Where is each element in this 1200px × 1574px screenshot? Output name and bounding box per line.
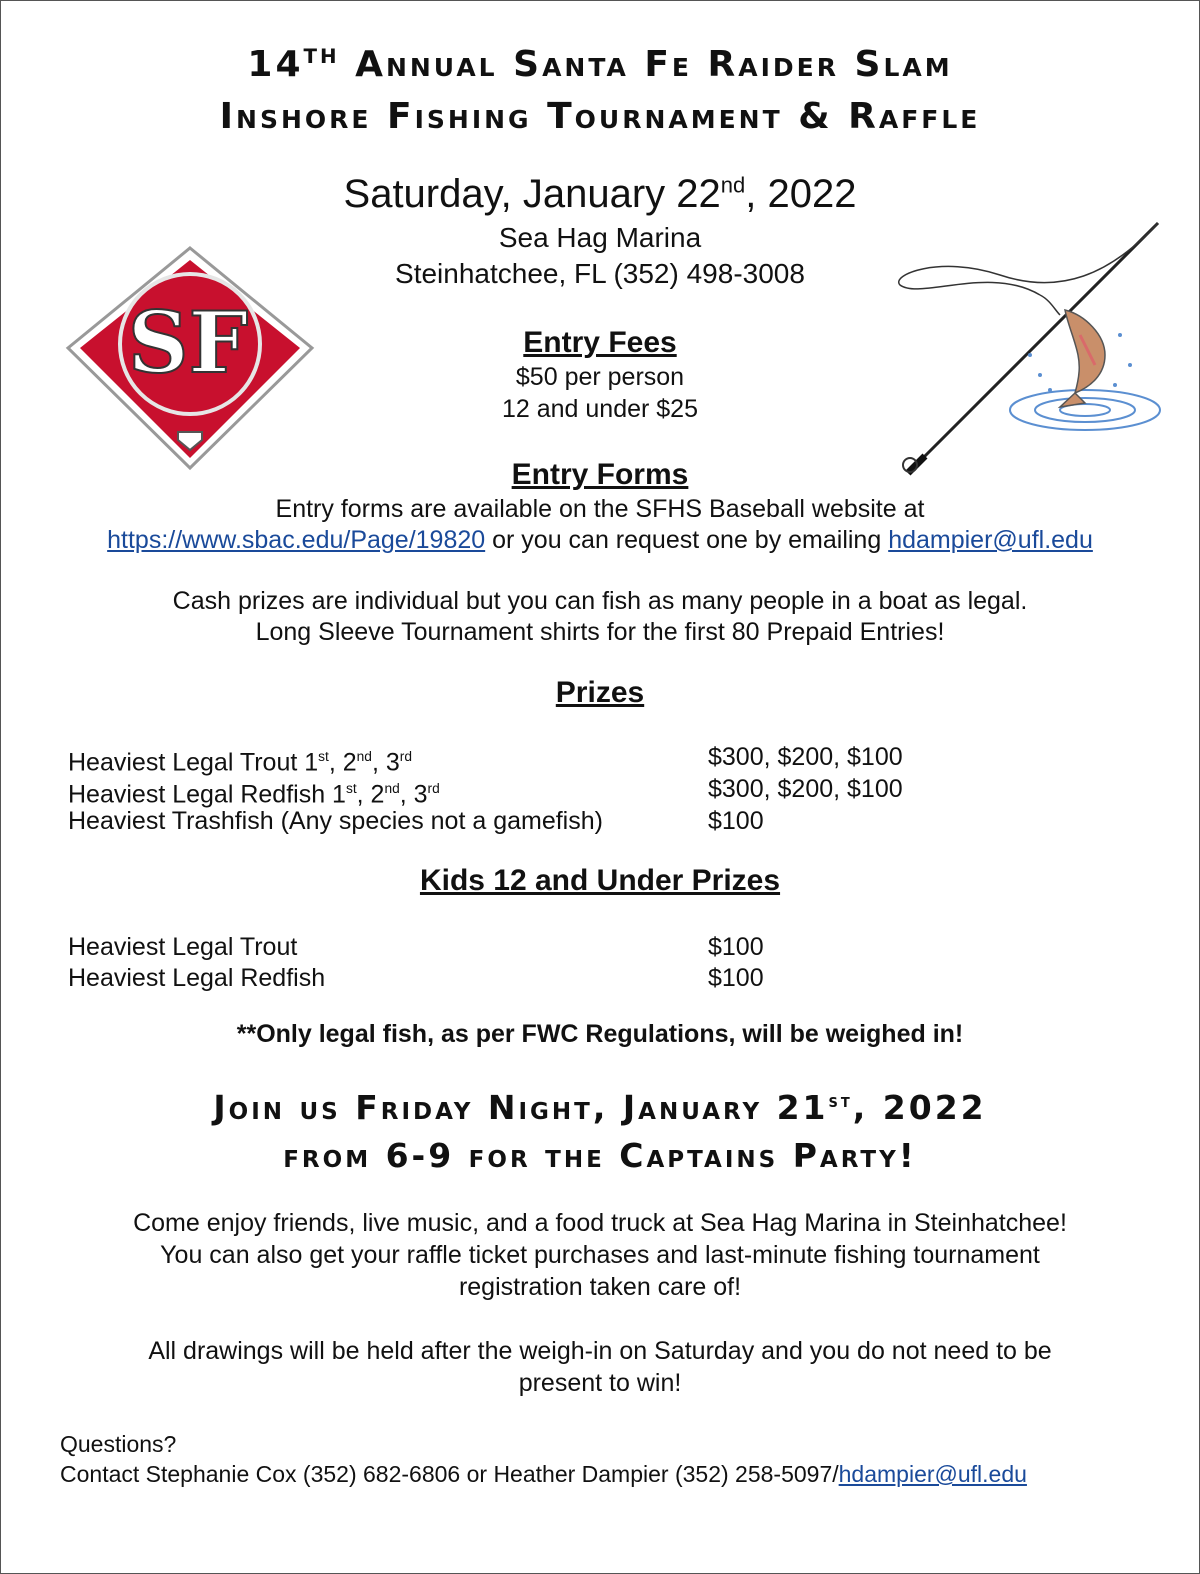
cash-prizes-note: Cash prizes are individual but you can fish as many people in a boat as legal. — [172, 587, 1028, 615]
entry-forms-heading: Entry Forms — [511, 458, 689, 491]
drawings-note-1: All drawings will be held after the weigh-in on Saturday and you do not need to be — [148, 1337, 1052, 1365]
kids-prize-label: Heaviest Legal Redfish — [68, 964, 326, 992]
prize-row-value: $300, $200, $100 — [708, 775, 903, 803]
title-line-2: Inshore Fishing Tournament & Raffle — [219, 96, 981, 137]
logo-letters: SF — [127, 293, 249, 392]
party-desc-1: Come enjoy friends, live music, and a food truck at Sea Hag Marina in Steinhatchee! — [133, 1209, 1067, 1237]
entry-fee-kids: 12 and under $25 — [501, 395, 698, 423]
entry-forms-url-link[interactable]: https://www.sbac.edu/Page/19820 — [107, 526, 486, 554]
event-date: Saturday, January 22nd, 2022 — [343, 172, 857, 216]
prize-row-value: $100 — [708, 807, 764, 835]
entry-forms-line-1: Entry forms are available on the SFHS Baseball website at — [275, 495, 925, 523]
prize-row-label: Heaviest Legal Redfish 1st, 2nd, 3rd — [68, 780, 440, 809]
questions-label: Questions? — [60, 1431, 177, 1457]
prize-row-label: Heaviest Trashfish (Any species not a gamefish) — [68, 807, 603, 835]
entry-forms-line-2: https://www.sbac.edu/Page/19820 or you can request one by emailing hdampier@ufl.edu — [107, 526, 1093, 554]
kids-prize-value: $100 — [708, 933, 764, 961]
entry-forms-email-link[interactable]: hdampier@ufl.edu — [888, 526, 1093, 554]
prize-row-label: Heaviest Legal Trout 1st, 2nd, 3rd — [68, 748, 412, 777]
party-heading-line-2: from 6-9 for the Captains Party! — [283, 1136, 917, 1175]
kids-prize-value: $100 — [708, 964, 764, 992]
drawings-note-2: present to win! — [518, 1369, 682, 1397]
shirts-note: Long Sleeve Tournament shirts for the first 80 Prepaid Entries! — [255, 618, 945, 646]
entry-fee-adult: $50 per person — [515, 363, 685, 391]
event-location: Steinhatchee, FL (352) 498-3008 — [395, 258, 805, 289]
kids-prize-label: Heaviest Legal Trout — [68, 933, 298, 961]
title-line-1: 14TH Annual Santa Fe Raider Slam — [247, 44, 953, 85]
party-desc-2: You can also get your raffle ticket purchases and last-minute fishing tournament — [160, 1241, 1040, 1269]
party-heading-line-1: Join us Friday Night, January 21st, 2022 — [213, 1088, 987, 1127]
party-desc-3: registration taken care of! — [458, 1273, 742, 1301]
prize-row-value: $300, $200, $100 — [708, 743, 903, 771]
kids-prizes-heading: Kids 12 and Under Prizes — [419, 864, 781, 897]
event-venue: Sea Hag Marina — [498, 222, 702, 253]
prizes-heading: Prizes — [555, 676, 645, 709]
contact-email-link[interactable]: hdampier@ufl.edu — [838, 1461, 1027, 1487]
fwc-note: **Only legal fish, as per FWC Regulations, will be weighed in! — [236, 1020, 964, 1048]
entry-fees-heading: Entry Fees — [523, 326, 677, 359]
contact-line: Contact Stephanie Cox (352) 682-6806 or Heather Dampier (352) 258-5097/hdampier@ufl.edu — [60, 1461, 1027, 1487]
